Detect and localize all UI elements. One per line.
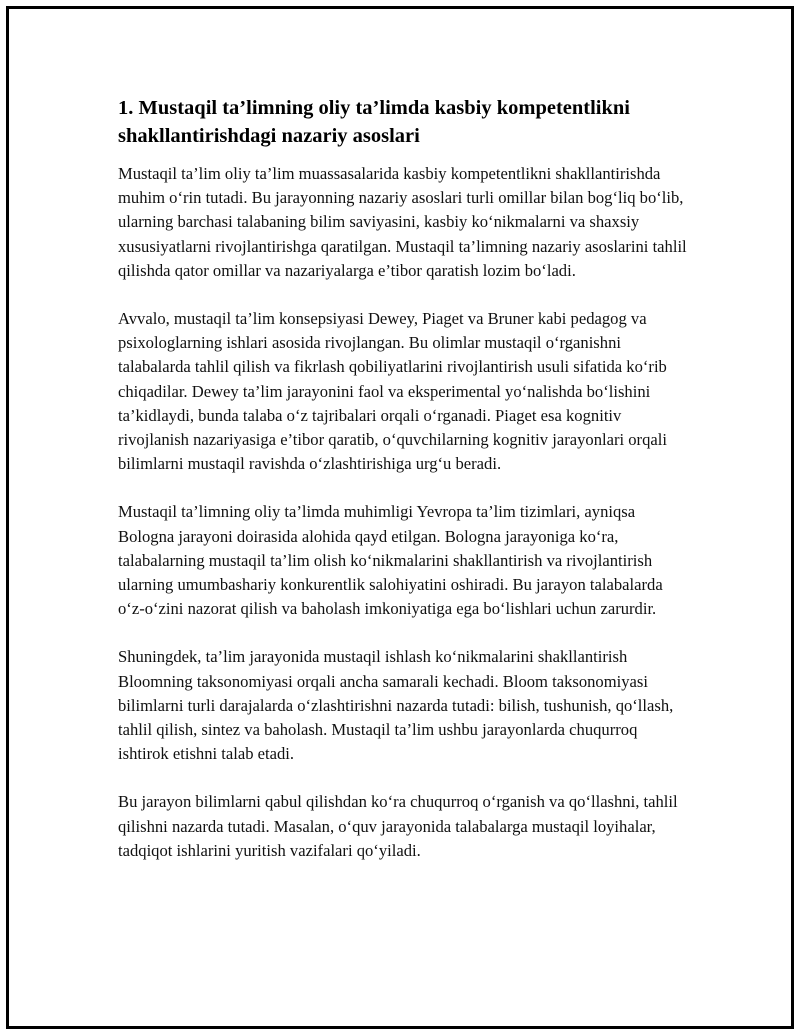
paragraph-1: Mustaqil ta’lim oliy ta’lim muassasalarida kasbiy kompetentlikni shakllantirishda muhim o‘rin tutadi. Bu jarayonning nazariy asoslari turli omillar bilan bog‘liq bo‘lib, ularning barchasi talabaning bilim saviyasini, kasbiy ko‘nikmalarni va shaxsiy xususiyatlarni rivojlantirishga qaratilgan. Mustaqil ta’limning nazariy asoslarini tahlil qilishda qator omillar va nazariyalarga e’tibor qaratish lozim bo‘ladi. [118,164,687,280]
paragraph-3: Mustaqil ta’limning oliy ta’limda muhimligi Yevropa ta’lim tizimlari, ayniqsa Bologna jarayoni doirasida alohida qayd etilgan. Bologna jarayoniga ko‘ra, talabalarning mustaqil ta’lim olish ko‘nikmalarini shakllantirish va rivojlantirish ularning umumbashariy konkurentlik salohiyatini oshiradi. Bu jarayon talabalarda o‘z-o‘zini nazorat qilish va baholash imkoniyatiga ega bo‘lishlari uchun zarurdir. [118,502,663,619]
paragraph-4: Shuningdek, ta’lim jarayonida mustaqil ishlash ko‘nikmalarini shakllantirish Bloomning taksonomiyasi orqali ancha samarali kechadi. Bloom taksonomiyasi bilimlarni turli darajalarda o‘zlashtirishni nazarda tutadi: bilish, tushunish, qo‘llash, tahlil qilish, sintez va baholash. Mustaqil ta’lim ushbu jarayonlarda chuqurroq ishtirok etishni talab etadi. [118,647,674,764]
paragraph-5: Bu jarayon bilimlarni qabul qilishdan ko‘ra chuqurroq o‘rganish va qo‘llashni, tahlil qilishni nazarda tutadi. Masalan, o‘quv jarayonida talabalarga mustaqil loyihalar, tadqiqot ishlarini yuritish vazifalari qo‘yiladi. [118,792,678,860]
document-body [118,94,692,887]
paragraph-2: Avvalo, mustaqil ta’lim konsepsiyasi Dewey, Piaget va Bruner kabi pedagog va psixologlarning ishlari asosida rivojlangan. Bu olimlar mustaqil o‘rganishni talabalarda tahlil qilish va fikrlash qobiliyatlarini rivojlantirish usuli sifatida ko‘rib chiqadilar. Dewey ta’lim jarayonini faol va eksperimental yo‘nalishda bo‘lishini ta’kidlaydi, bunda talaba o‘z tajribalari orqali o‘rganadi. Piaget esa kognitiv rivojlanish nazariyasiga e’tibor qaratib, o‘quvchilarning kognitiv jarayonlari orqali bilimlarni mustaqil ravishda o‘zlashtirishiga urg‘u beradi. [118,309,667,474]
section-heading: 1. Mustaqil ta’limning oliy ta’limda kasbiy kompetentlikni shakllantirishdagi nazariy asoslari [118,97,630,147]
